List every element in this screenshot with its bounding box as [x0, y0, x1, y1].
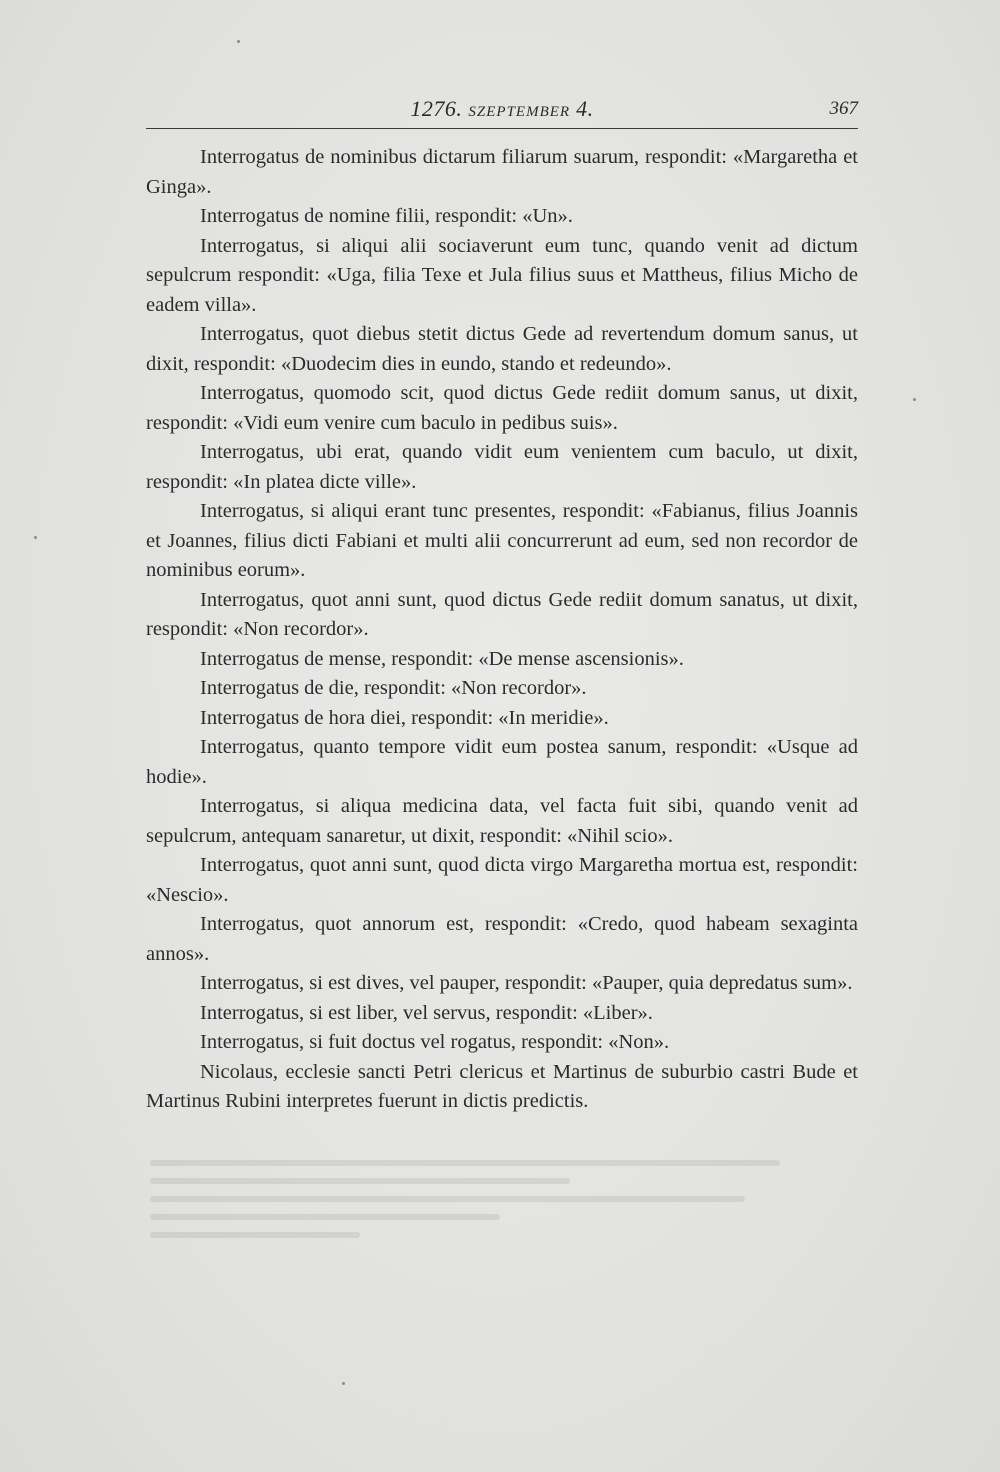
header-day: 4. [576, 96, 594, 121]
paragraph: Interrogatus, quot anni sunt, quod dicta virgo Margaretha mortua est, respondit: «Nescio». [146, 854, 858, 906]
paper-speck [34, 536, 37, 539]
body-text [146, 143, 858, 1117]
paragraph: Interrogatus de nomine filii, respondit: «Un». [200, 205, 573, 227]
paragraph: Interrogatus, si aliqui erant tunc presentes, respondit: «Fabianus, filius Joannis et Joannes, filius dicti Fabiani et multi alii concurrerunt ad eum, sed non recordor de nominibus eorum». [146, 500, 858, 581]
paragraph: Interrogatus, quanto tempore vidit eum postea sanum, respondit: «Usque ad hodie». [146, 736, 858, 788]
paragraph: Interrogatus, si est dives, vel pauper, respondit: «Pauper, quia depredatus sum». [200, 972, 853, 994]
paragraph: Interrogatus, ubi erat, quando vidit eum venientem cum baculo, ut dixit, respondit: «In platea dicte ville». [146, 441, 858, 493]
paragraph: Interrogatus, si fuit doctus vel rogatus, respondit: «Non». [200, 1031, 670, 1053]
paragraph: Interrogatus, si aliqui alii sociaverunt eum tunc, quando venit ad dictum sepulcrum respondit: «Uga, filia Texe et Jula filius suus et Mattheus, filius Micho de eadem villa». [146, 234, 858, 316]
paragraph: Interrogatus, quot annorum est, respondit: «Credo, quod habeam sexaginta annos». [146, 913, 858, 965]
paper-speck [913, 398, 916, 401]
paragraph: Interrogatus, quomodo scit, quod dictus Gede rediit domum sanus, ut dixit, respondit: «Vidi eum venire cum baculo in pedibus suis». [146, 382, 858, 434]
paragraph: Interrogatus de die, respondit: «Non recordor». [200, 677, 587, 699]
header-month: SZEPTEMBER [468, 104, 571, 120]
paper-speck [237, 40, 240, 43]
header-year: 1276. [410, 96, 463, 121]
running-header [146, 96, 858, 129]
paragraph: Interrogatus de hora diei, respondit: «In meridie». [200, 706, 609, 729]
paragraph: Interrogatus, quot diebus stetit dictus Gede ad revertendum domum sanus, ut dixit, respondit: «Duodecim dies in eundo, stando et redeundo». [146, 323, 858, 375]
paragraph: Interrogatus de mense, respondit: «De mense ascensionis». [200, 647, 684, 670]
paper-speck [342, 1382, 345, 1385]
paragraph: Interrogatus, quot anni sunt, quod dictus Gede rediit domum sanatus, ut dixit, respondit: «Non recordor». [146, 588, 858, 640]
paragraph: Nicolaus, ecclesie sancti Petri clericus et Martinus de suburbio castri Bude et Martinus Rubini interpretes fuerunt in dictis predictis. [146, 1060, 858, 1112]
page-number: 367 [829, 98, 858, 119]
paragraph: Interrogatus de nominibus dictarum filiarum suarum, respondit: «Margaretha et Ginga». [146, 146, 858, 198]
header-date [146, 96, 858, 122]
paragraph: Interrogatus, si aliqua medicina data, vel facta fuit sibi, quando venit ad sepulcrum, antequam sanaretur, ut dixit, respondit: «Nihil scio». [146, 795, 858, 847]
paragraph: Interrogatus, si est liber, vel servus, respondit: «Liber». [200, 1001, 653, 1024]
bleed-through-shadow [150, 1160, 850, 1280]
